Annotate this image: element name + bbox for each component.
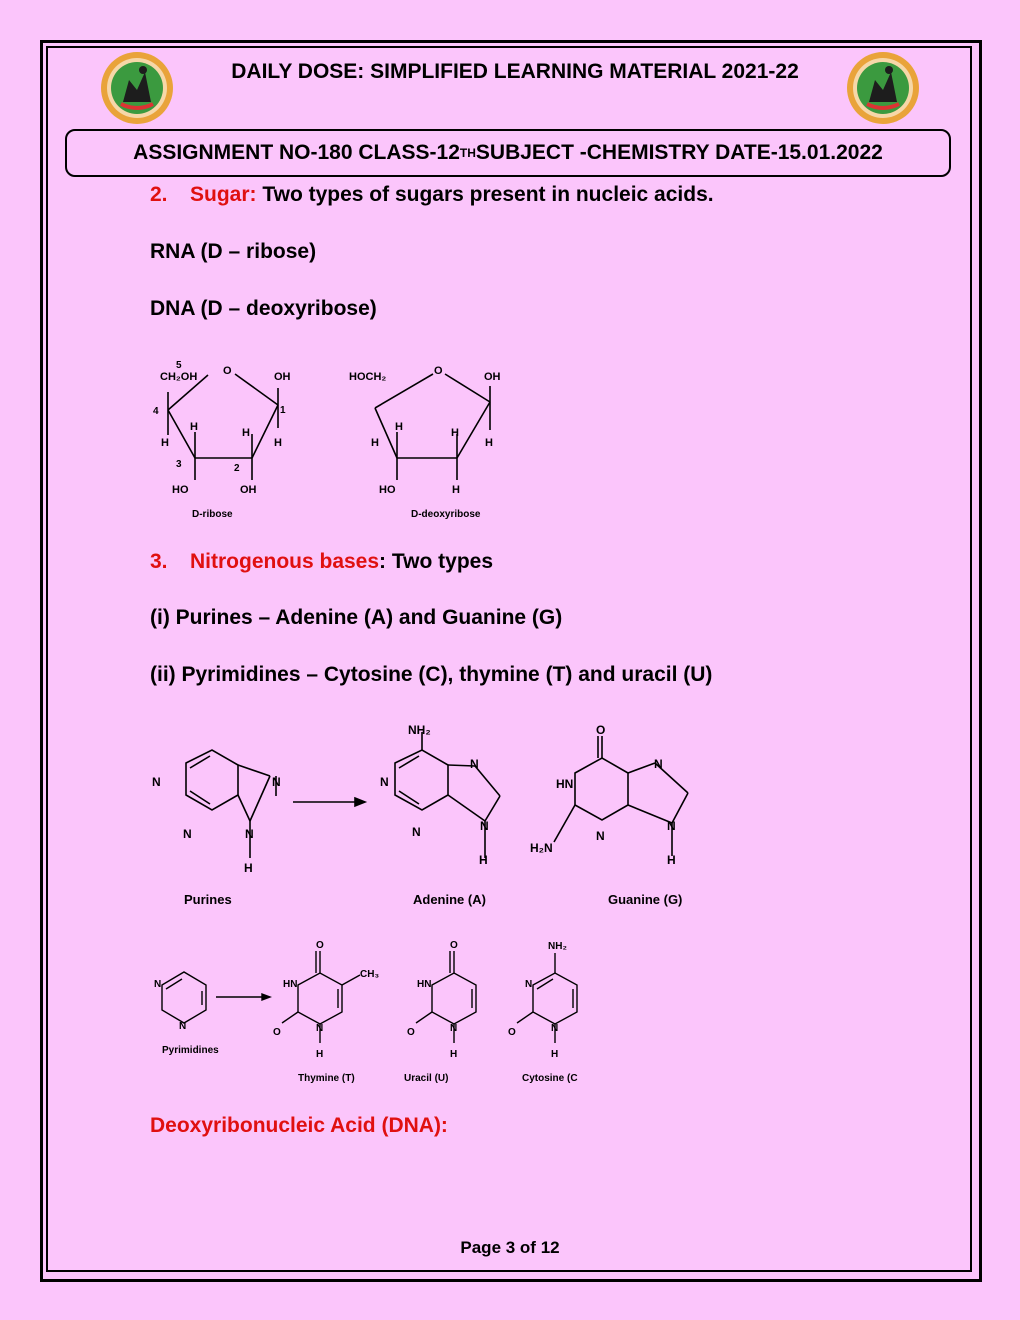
ribose-label-2: 2 bbox=[234, 463, 240, 474]
ribose-label-3: 3 bbox=[176, 459, 182, 470]
deoxy-label-h-b: H bbox=[371, 437, 379, 449]
assignment-suffix: SUBJECT -CHEMISTRY DATE-15.01.2022 bbox=[475, 141, 883, 164]
dna-sugar-line: DNA (D – deoxyribose) bbox=[150, 297, 377, 320]
uracil-atom-n: N bbox=[450, 1023, 458, 1034]
adenine-atom-n2: N bbox=[412, 825, 421, 839]
purine-atom-n3: N bbox=[272, 775, 281, 789]
dna-heading: Deoxyribonucleic Acid (DNA): bbox=[150, 1114, 448, 1137]
ribose-label-ho: HO bbox=[172, 484, 189, 496]
ribose-label-h-d: H bbox=[274, 437, 282, 449]
thymine-atom-hn: HN bbox=[283, 979, 298, 990]
d-deoxyribose-structure bbox=[345, 350, 535, 525]
deoxy-label-hoch2: HOCH₂ bbox=[349, 371, 387, 383]
deoxy-label-oh: OH bbox=[484, 371, 501, 383]
assignment-banner bbox=[65, 129, 951, 177]
purine-atom-n4: N bbox=[245, 827, 254, 841]
cytosine-atom-n1: N bbox=[525, 979, 533, 990]
purine-atom-h: H bbox=[244, 861, 253, 875]
school-emblem-icon bbox=[845, 50, 921, 126]
thymine-atom-n: N bbox=[316, 1023, 324, 1034]
deoxy-label-h-d: H bbox=[485, 437, 493, 449]
deoxy-label-h-c: H bbox=[451, 427, 459, 439]
cytosine-atom-nh2: NH₂ bbox=[548, 941, 567, 952]
guanine-atom-h2n: H₂N bbox=[530, 841, 553, 855]
pyrimidine-atom-n1: N bbox=[154, 979, 162, 990]
bases-text: : Two types bbox=[379, 550, 493, 573]
cytosine-atom-h: H bbox=[551, 1049, 559, 1060]
deoxy-label-h-a: H bbox=[395, 421, 403, 433]
purines-line: (i) Purines – Adenine (A) and Guanine (G) bbox=[150, 606, 563, 629]
header-title: DAILY DOSE: SIMPLIFIED LEARNING MATERIAL 2021-22 bbox=[231, 60, 799, 83]
ribose-label-5: 5 bbox=[176, 360, 182, 371]
guanine-caption: Guanine (G) bbox=[608, 892, 683, 907]
sugar-heading: Sugar: bbox=[190, 183, 257, 206]
sugar-heading-line bbox=[150, 183, 714, 207]
adenine-atom-nh2: NH₂ bbox=[408, 723, 431, 737]
guanine-atom-n1: N bbox=[596, 829, 605, 843]
thymine-caption: Thymine (T) bbox=[298, 1073, 355, 1084]
ribose-label-h-b: H bbox=[161, 437, 169, 449]
sugar-text: Two types of sugars present in nucleic acids. bbox=[256, 183, 714, 206]
page-number: Page 3 of 12 bbox=[460, 1238, 560, 1257]
ribose-label-oh2: OH bbox=[240, 484, 257, 496]
deoxy-label-ho: HO bbox=[379, 484, 396, 496]
guanine-atom-hn: HN bbox=[556, 777, 574, 791]
bases-number: 3. bbox=[150, 550, 168, 573]
d-ribose-structure bbox=[150, 350, 320, 525]
guanine-atom-n3: N bbox=[667, 819, 676, 833]
purines-caption: Purines bbox=[184, 892, 232, 907]
ribose-label-h-c: H bbox=[242, 427, 250, 439]
deoxy-caption: D-deoxyribose bbox=[411, 509, 481, 520]
guanine-atom-h: H bbox=[667, 853, 676, 867]
purine-atom-n1: N bbox=[152, 775, 161, 789]
guanine-atom-n2: N bbox=[654, 757, 663, 771]
uracil-atom-h: H bbox=[450, 1049, 458, 1060]
rna-sugar-line: RNA (D – ribose) bbox=[150, 240, 317, 263]
ribose-label-4: 4 bbox=[153, 406, 159, 417]
bases-heading: Nitrogenous bases bbox=[190, 550, 380, 573]
adenine-atom-n4: N bbox=[480, 819, 489, 833]
uracil-atom-o1: O bbox=[450, 940, 458, 951]
ribose-label-oh1: OH bbox=[274, 371, 291, 383]
pyrimidines-line: (ii) Pyrimidines – Cytosine (C), thymine (T) and uracil (U) bbox=[150, 663, 713, 686]
cytosine-atom-o: O bbox=[508, 1027, 516, 1038]
adenine-atom-h: H bbox=[479, 853, 488, 867]
deoxy-label-o: O bbox=[434, 365, 443, 377]
ribose-caption: D-ribose bbox=[192, 509, 233, 520]
purine-structures bbox=[150, 718, 710, 913]
pyrimidine-atom-n2: N bbox=[179, 1021, 187, 1032]
cytosine-caption: Cytosine (C bbox=[522, 1073, 578, 1084]
sugar-number: 2. bbox=[150, 183, 168, 206]
assignment-prefix: ASSIGNMENT NO-180 CLASS-12 bbox=[133, 141, 460, 164]
bases-heading-line bbox=[150, 550, 493, 574]
guanine-atom-o: O bbox=[596, 723, 606, 737]
uracil-atom-o2: O bbox=[407, 1027, 415, 1038]
ribose-label-1: 1 bbox=[280, 405, 286, 416]
pyrimidine-structures bbox=[150, 935, 600, 1087]
thymine-atom-o1: O bbox=[316, 940, 324, 951]
uracil-caption: Uracil (U) bbox=[404, 1073, 449, 1084]
thymine-atom-ch3: CH₃ bbox=[360, 969, 380, 980]
deoxy-label-h-e: H bbox=[452, 484, 460, 496]
ribose-label-ch2oh: CH₂OH bbox=[160, 371, 198, 383]
adenine-atom-n3: N bbox=[470, 757, 479, 771]
adenine-caption: Adenine (A) bbox=[413, 892, 486, 907]
assignment-sup: TH bbox=[459, 146, 476, 160]
pyrimidines-caption: Pyrimidines bbox=[162, 1045, 219, 1056]
adenine-atom-n1: N bbox=[380, 775, 389, 789]
ribose-label-h-a: H bbox=[190, 421, 198, 433]
school-emblem-icon bbox=[99, 50, 175, 126]
page-border-inner bbox=[46, 46, 972, 1272]
cytosine-atom-n2: N bbox=[551, 1023, 559, 1034]
thymine-atom-h: H bbox=[316, 1049, 324, 1060]
thymine-atom-o2: O bbox=[273, 1027, 281, 1038]
uracil-atom-hn: HN bbox=[417, 979, 432, 990]
ribose-label-o: O bbox=[223, 365, 232, 377]
purine-atom-n2: N bbox=[183, 827, 192, 841]
